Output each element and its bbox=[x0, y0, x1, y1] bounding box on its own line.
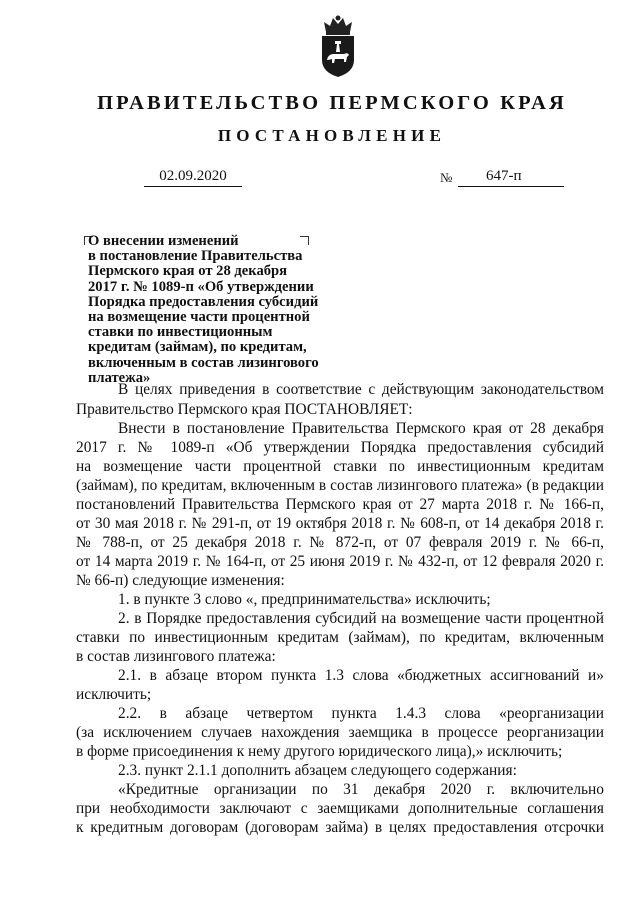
body-line: на возмещение части процентной ставки по инвестиционным кредитам bbox=[76, 458, 604, 475]
government-title: ПРАВИТЕЛЬСТВО ПЕРМСКОГО КРАЯ bbox=[97, 92, 567, 114]
body-line: (займам), по кредитам, включенным в состав лизингового платежа» (в редакции bbox=[76, 477, 604, 494]
body-line: № 66-п) следующие изменения: bbox=[76, 572, 285, 589]
subject-line: включенным в состав лизингового bbox=[88, 354, 319, 371]
body-line: Внести в постановление Правительства Пермского края от 28 декабря bbox=[118, 420, 604, 437]
number-label: № bbox=[440, 170, 453, 185]
document-type: ПОСТАНОВЛЕНИЕ bbox=[217, 126, 447, 145]
body-line: В целях приведения в соответствие с действующим законодательством bbox=[118, 381, 604, 398]
subject-line: в постановление Правительства bbox=[88, 248, 303, 265]
document-subject bbox=[88, 234, 333, 386]
body-line: 2.1. в абзаце втором пункта 1.3 слова «бюджетных ассигнований и» bbox=[118, 667, 604, 684]
body-line: 2. в Порядке предоставления субсидий на возмещение части процентной bbox=[118, 610, 604, 627]
subject-line: 2017 г. № 1089-п «Об утверждении bbox=[88, 278, 314, 295]
body-line: «Кредитные организации по 31 декабря 2020 г. включительно bbox=[118, 781, 604, 798]
body-line: в состав лизингового платежа: bbox=[76, 648, 276, 665]
body-line: постановлений Правительства Пермского края от 27 марта 2018 г. № 166-п, bbox=[76, 496, 604, 513]
body-line: исключить; bbox=[76, 686, 152, 703]
body-line: Правительство Пермского края ПОСТАНОВЛЯЕТ: bbox=[76, 401, 413, 418]
subject-line: Пермского края от 28 декабря bbox=[88, 263, 288, 280]
subject-line: платежа» bbox=[88, 369, 151, 386]
subject-line: Порядка предоставления субсидий bbox=[88, 293, 319, 310]
body-line: 2017 г. № 1089-п «Об утверждении Порядка предоставления субсидий bbox=[76, 439, 604, 456]
subject-line: ставки по инвестиционным bbox=[88, 324, 273, 341]
body-line: 1. в пункте 3 слово «, предпринимательства» исключить; bbox=[118, 591, 491, 608]
body-line: от 14 марта 2019 г. № 164-п, от 25 июня 2019 г. № 432-п, от 12 февраля 2020 г. bbox=[76, 553, 604, 570]
body-line: 2.3. пункт 2.1.1 дополнить абзацем следующего содержания: bbox=[118, 762, 517, 779]
coat-of-arms-icon bbox=[316, 14, 360, 78]
body-line: № 788-п, от 25 декабря 2018 г. № 872-п, от 07 февраля 2019 г. № 66-п, bbox=[76, 534, 604, 551]
body-line: ставки по инвестиционным кредитам (займам), по кредитам, включенным bbox=[76, 629, 604, 646]
subject-line: кредитам (займам), по кредитам, bbox=[88, 339, 307, 356]
document-date: 02.09.2020 bbox=[144, 166, 242, 187]
document-number: 647-п bbox=[458, 166, 564, 187]
subject-line: О внесении изменений bbox=[88, 233, 239, 249]
body-line: 2.2. в абзаце четвертом пункта 1.4.3 слова «реорганизации bbox=[118, 705, 604, 722]
body-line: от 30 мая 2018 г. № 291-п, от 19 октября 2018 г. № 608-п, от 14 декабря 2018 г. bbox=[76, 515, 604, 532]
body-line: (за исключением случаев нахождения заемщика в процессе реорганизации bbox=[76, 724, 604, 741]
body-line: к кредитным договорам (договорам займа) в целях предоставления отсрочки bbox=[76, 819, 604, 836]
body-line: в форме присоединения к нему другого юридического лица),» исключить; bbox=[76, 743, 563, 760]
body-line: при необходимости заключают с заемщиками дополнительные соглашения bbox=[76, 800, 604, 817]
subject-line: на возмещение части процентной bbox=[88, 309, 310, 326]
